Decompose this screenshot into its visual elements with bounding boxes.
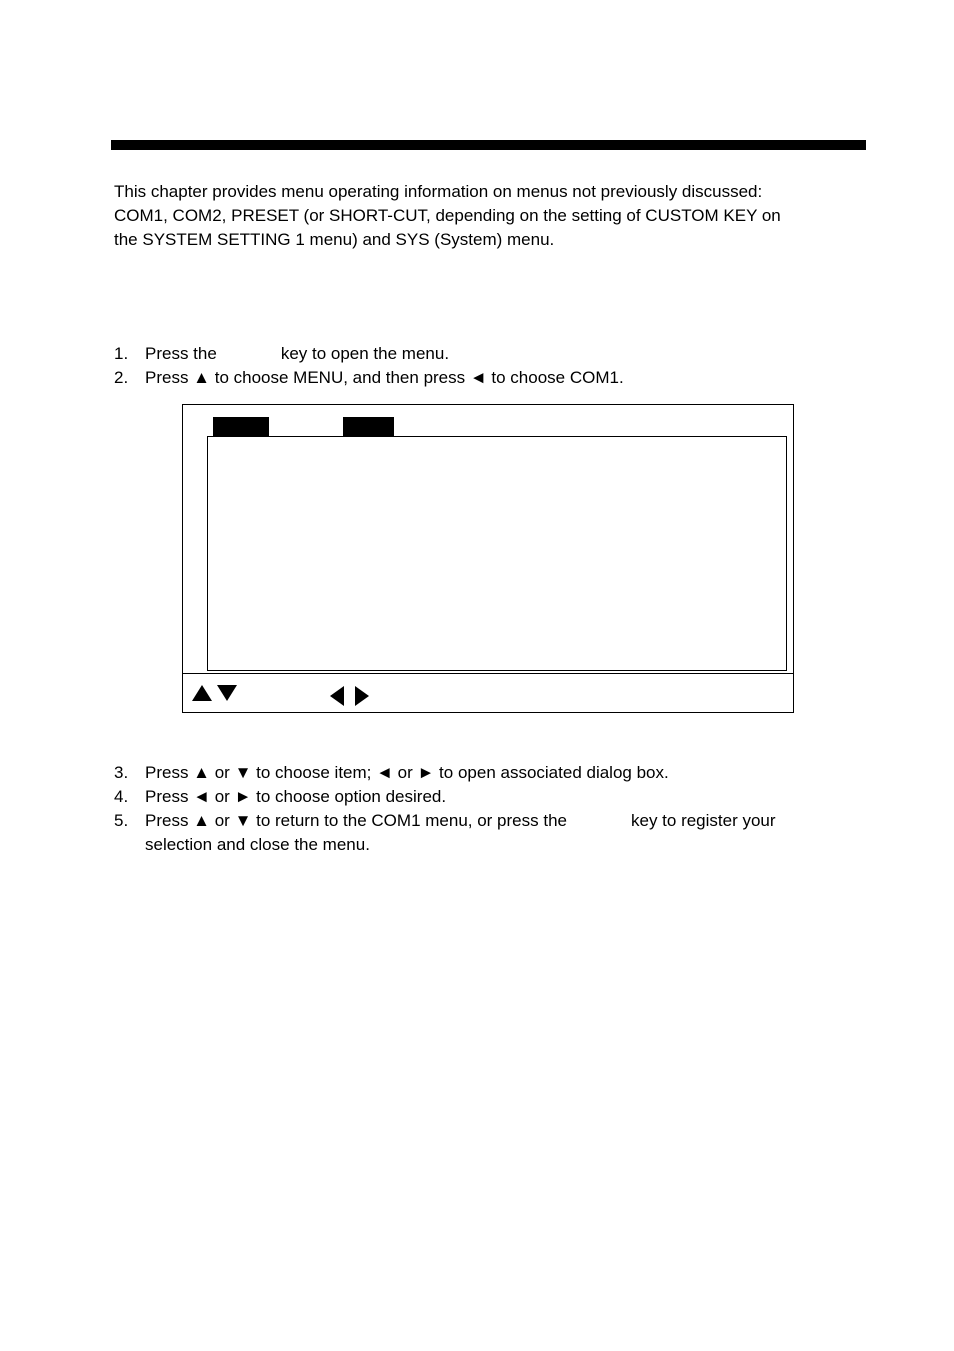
footer-divider bbox=[183, 673, 793, 674]
step-continuation bbox=[114, 833, 776, 857]
down-triangle-icon bbox=[217, 685, 237, 701]
step-item bbox=[114, 761, 776, 785]
menu-content-area bbox=[207, 436, 787, 671]
step-item bbox=[114, 809, 776, 833]
step-item bbox=[114, 366, 624, 390]
step-text: key to open the menu. bbox=[280, 344, 450, 363]
step-number: 2. bbox=[114, 368, 129, 387]
menu-tab-highlight bbox=[343, 417, 394, 436]
step-item bbox=[114, 342, 624, 366]
left-triangle-icon bbox=[330, 686, 344, 706]
step-number: 5. bbox=[114, 811, 129, 830]
step-item bbox=[114, 785, 776, 809]
steps-list-bottom bbox=[114, 761, 776, 857]
step-number: 4. bbox=[114, 787, 129, 806]
up-triangle-icon bbox=[192, 685, 212, 701]
chapter-header-bar bbox=[111, 140, 866, 150]
step-number: 1. bbox=[114, 344, 129, 363]
step-text: Press the bbox=[145, 344, 217, 363]
intro-line: This chapter provides menu operating information on menus not previously discussed: bbox=[114, 182, 763, 201]
com1-menu-screen bbox=[182, 404, 794, 713]
step-number: 3. bbox=[114, 763, 129, 782]
intro-line: the SYSTEM SETTING 1 menu) and SYS (System) menu. bbox=[114, 230, 555, 249]
intro-line: COM1, COM2, PRESET (or SHORT-CUT, depending on the setting of CUSTOM KEY on bbox=[114, 206, 781, 225]
intro-paragraph bbox=[114, 180, 854, 252]
step-text: Press ▲ to choose MENU, and then press ◄ to choose COM1. bbox=[145, 368, 624, 387]
step-text: Press ▲ or ▼ to choose item; ◄ or ► to open associated dialog box. bbox=[145, 763, 669, 782]
step-text: Press ▲ or ▼ to return to the COM1 menu, or press the bbox=[145, 811, 567, 830]
menu-tab-highlight bbox=[213, 417, 269, 436]
step-text: Press ◄ or ► to choose option desired. bbox=[145, 787, 447, 806]
step-text: key to register your bbox=[630, 811, 776, 830]
step-text: selection and close the menu. bbox=[145, 835, 370, 854]
steps-list-top bbox=[114, 342, 624, 390]
right-triangle-icon bbox=[355, 686, 369, 706]
